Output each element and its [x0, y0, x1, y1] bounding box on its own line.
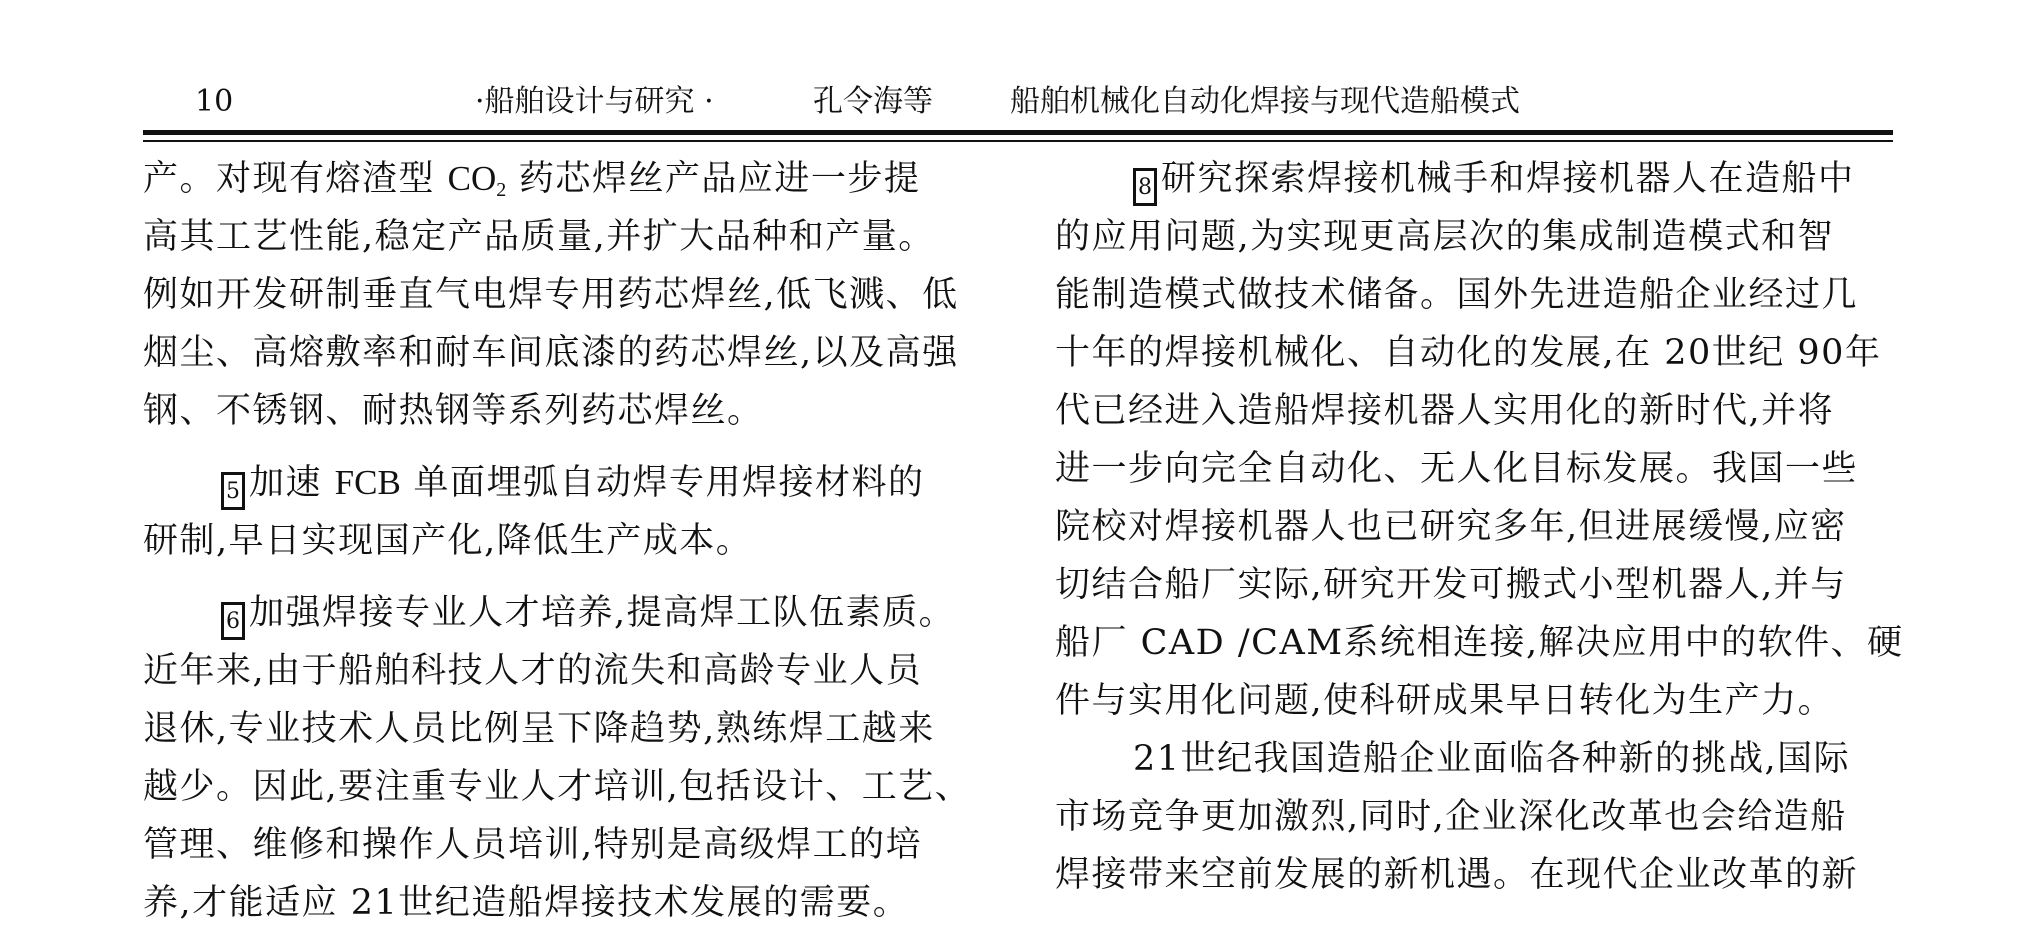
header-rule-thin	[143, 140, 1893, 142]
article-title: 船舶机械化自动化焊接与现代造船模式	[1010, 84, 1520, 119]
right-column	[1055, 150, 1904, 904]
page-number: 10	[195, 84, 234, 119]
paragraph-fcb-welding	[143, 454, 985, 570]
text-fragment: 单面埋弧自动焊专用焊接材料的	[413, 463, 925, 503]
text-line	[1055, 150, 1895, 208]
text-fragment: 加强焊接专业人才培养,提高焊工队伍素质。	[249, 593, 956, 633]
text-line: 切结合船厂实际,研究开发可搬式小型机器人,并与	[1055, 565, 1847, 605]
fcb-term: FCB	[334, 463, 401, 502]
co2-text: CO	[447, 159, 497, 198]
text-line: 高其工艺性能,稳定产品质量,并扩大品种和产量。	[143, 217, 935, 257]
text-fragment: 产。对现有熔渣型	[143, 159, 436, 199]
text-line: 例如开发研制垂直气电焊专用药芯焊丝,低飞溅、低	[143, 275, 959, 315]
item-number-box: 5	[221, 472, 245, 510]
paragraph-welding-robots	[1055, 150, 1904, 730]
text-line: 代已经进入造船焊接机器人实用化的新时代,并将	[1055, 391, 1835, 431]
text-line: 近年来,由于船舶科技人才的流失和高龄专业人员	[143, 651, 923, 691]
journal-name: ·船舶设计与研究 ·	[475, 84, 714, 119]
co2-formula	[447, 159, 507, 201]
text-line	[143, 150, 985, 208]
text-line	[143, 454, 985, 512]
paragraph-flux-cored-wire	[143, 150, 985, 440]
text-line: 退休,专业技术人员比例呈下降趋势,熟练焊工越来	[143, 709, 935, 749]
author-names: 孔令海等	[813, 84, 933, 119]
text-line: 院校对焊接机器人也已研究多年,但进展缓慢,应密	[1055, 507, 1847, 547]
text-line: 件与实用化问题,使科研成果早日转化为生产力。	[1055, 681, 1835, 721]
paragraph-21st-century	[1055, 730, 1895, 904]
text-line: 烟尘、高熔敷率和耐车间底漆的药芯焊丝,以及高强	[143, 333, 959, 373]
text-line	[143, 584, 985, 642]
text-fragment: 加速	[249, 463, 323, 503]
text-line: 进一步向完全自动化、无人化目标发展。我国一些	[1055, 449, 1859, 489]
text-line: 越少。因此,要注重专业人才培训,包括设计、工艺、	[143, 767, 972, 807]
header-rule-thick	[143, 130, 1893, 135]
text-line: 养,才能适应 21世纪造船焊接技术发展的需要。	[143, 883, 910, 923]
text-line: 船厂 CAD /CAM系统相连接,解决应用中的软件、硬	[1055, 623, 1904, 663]
text-line: 钢、不锈钢、耐热钢等系列药芯焊丝。	[143, 391, 764, 431]
text-fragment: 药芯焊丝产品应进一步提	[518, 159, 921, 199]
text-line: 十年的焊接机械化、自动化的发展,在 20世纪 90年	[1055, 333, 1882, 373]
left-column	[143, 150, 985, 932]
text-line: 能制造模式做技术储备。国外先进造船企业经过几	[1055, 275, 1859, 315]
text-line: 管理、维修和操作人员培训,特别是高级焊工的培	[143, 825, 923, 865]
text-line: 的应用问题,为实现更高层次的集成制造模式和智	[1055, 217, 1835, 257]
text-line: 市场竞争更加激烈,同时,企业深化改革也会给造船	[1055, 797, 1847, 837]
text-line: 21世纪我国造船企业面临各种新的挑战,国际	[1133, 739, 1851, 779]
text-line: 研制,早日实现国产化,降低生产成本。	[143, 521, 753, 561]
running-header	[143, 80, 1893, 124]
paragraph-talent-training	[143, 584, 985, 932]
co2-subscript: 2	[496, 179, 507, 201]
text-line: 焊接带来空前发展的新机遇。在现代企业改革的新	[1055, 855, 1859, 895]
item-number-box: 8	[1133, 168, 1157, 206]
item-number-box: 6	[221, 602, 245, 640]
text-fragment: 研究探索焊接机械手和焊接机器人在造船中	[1161, 159, 1855, 199]
